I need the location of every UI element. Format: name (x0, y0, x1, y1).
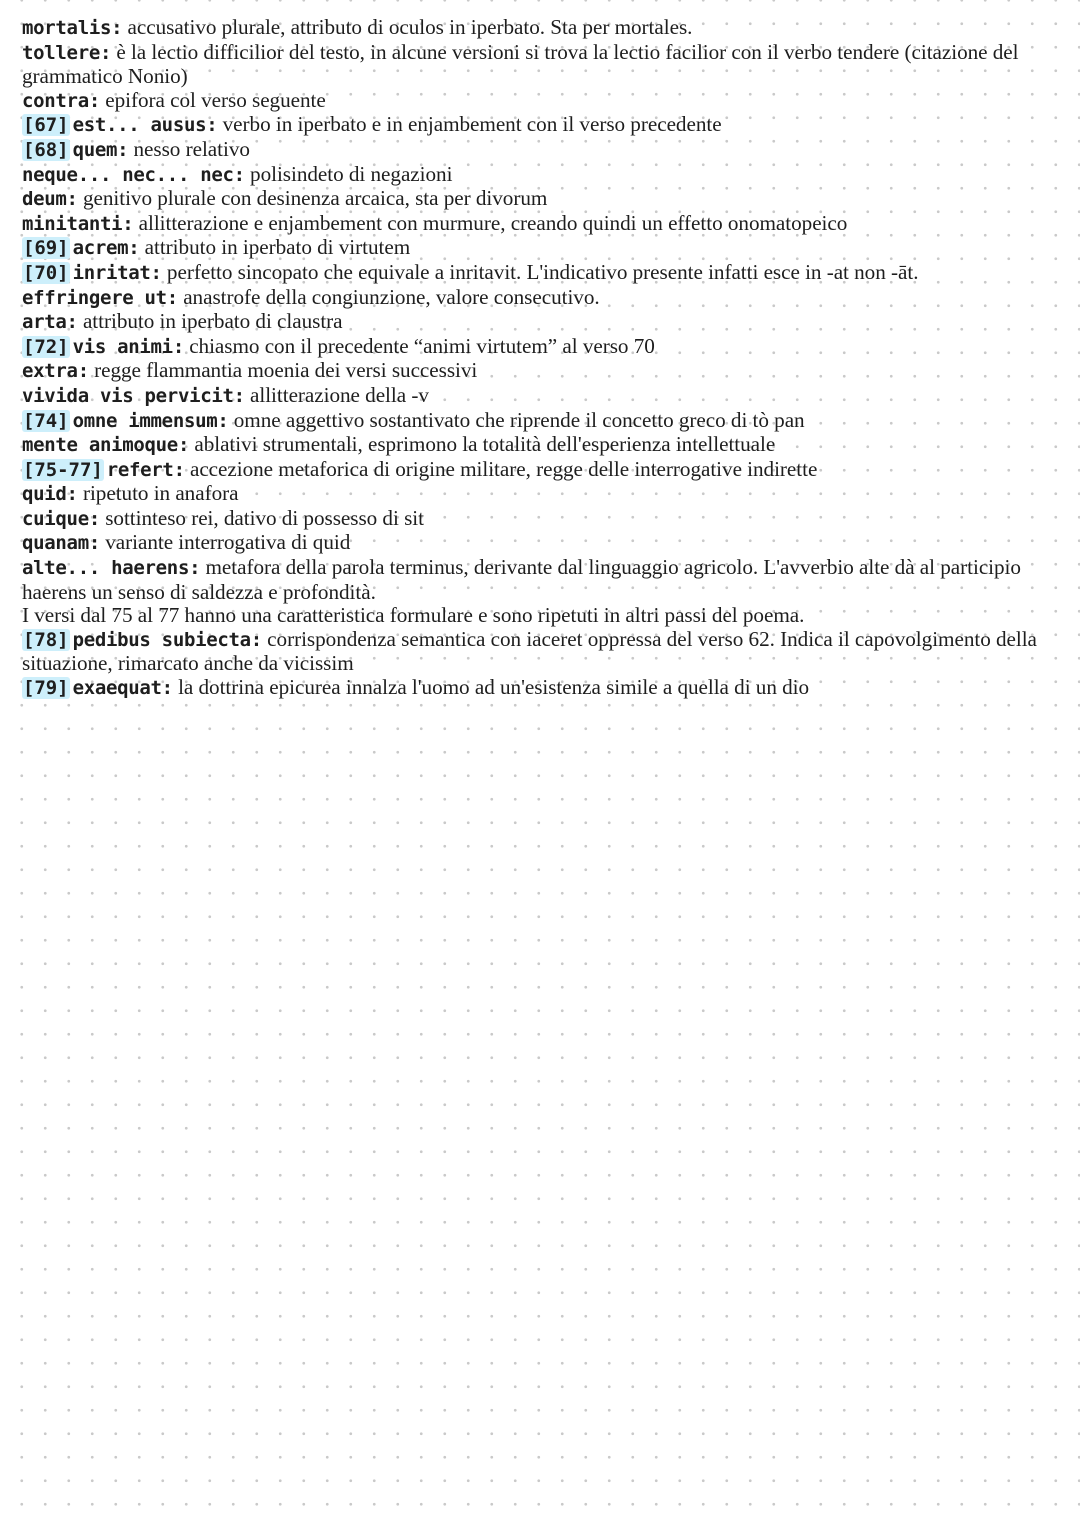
note-text: ripetuto in anafora (77, 481, 239, 506)
note-text: verbo in iperbato e in enjambement con il verso precedente (217, 112, 722, 137)
note-text: attributo in iperbato di claustra (77, 309, 343, 334)
note-line (22, 138, 1072, 163)
note-text: allitterazione della -v (244, 382, 429, 407)
note-term: cuique: (22, 507, 100, 530)
note-line (22, 676, 1072, 701)
note-term: quanam: (22, 532, 100, 555)
note-line (22, 310, 1072, 335)
verse-reference: [75-77] (23, 458, 103, 481)
note-term: est... ausus: (72, 114, 218, 137)
verse-reference: [79] (23, 677, 69, 700)
verse-reference: [70] (23, 261, 69, 284)
note-line (22, 359, 1072, 384)
note-text: nesso relativo (128, 136, 250, 161)
note-term: extra: (22, 360, 89, 383)
verse-reference: [68] (23, 138, 69, 161)
note-term: arta: (22, 311, 78, 334)
note-term: quid: (22, 483, 78, 506)
note-term: refert: (106, 458, 185, 481)
note-line (22, 409, 1072, 434)
verse-reference: [74] (23, 409, 69, 432)
note-line (22, 261, 1072, 286)
note-term: vis animi: (72, 335, 184, 358)
note-text: corrispondenza semantica con iaceret oppressa del verso 62. Indica il capovolgimento della situazione, rimarcato anche da vicissim (22, 626, 1037, 676)
note-line (22, 286, 1072, 311)
note-line (22, 163, 1072, 188)
note-line (22, 187, 1072, 212)
note-line (22, 89, 1072, 114)
note-text: è la lectio difficilior del testo, in alcune versioni si trova la lectio facilior con il verbo tendere (citazione del grammatico Nonio) (22, 39, 1019, 89)
note-text: polisindeto di negazioni (244, 161, 453, 186)
note-term: omne immensum: (72, 409, 229, 432)
note-text: la dottrina epicurea innalza l'uomo ad un'esistenza simile a quella di un dio (172, 675, 810, 700)
note-term: neque... nec... nec: (22, 163, 245, 186)
note-line (22, 16, 1072, 41)
note-term: inritat: (72, 261, 162, 284)
note-term: exaequat: (72, 677, 173, 700)
note-term: tollere: (22, 41, 112, 64)
note-text: attributo in iperbato di virtutem (139, 235, 411, 260)
note-text: anastrofe della congiunzione, valore consecutivo. (177, 284, 600, 309)
note-line (22, 531, 1072, 556)
note-line (22, 433, 1072, 458)
note-text: allitterazione e enjambement con murmure, creando quindi un effetto onomatopeico (133, 210, 848, 235)
note-text: I versi dal 75 al 77 hanno una caratteristica formulare e sono ripetuti in altri passi del poema. (22, 603, 805, 628)
note-line (22, 604, 1072, 628)
note-text: ablativi strumentali, esprimono la totalità dell'esperienza intellettuale (189, 432, 776, 457)
note-line (22, 335, 1072, 360)
note-term: pedibus subiecta: (72, 628, 262, 651)
note-text: accezione metaforica di origine militare, regge delle interrogative indirette (184, 456, 818, 481)
note-line (22, 236, 1072, 261)
note-line (22, 556, 1072, 604)
note-line (22, 384, 1072, 409)
note-line (22, 507, 1072, 532)
note-term: deum: (22, 188, 78, 211)
note-term: quem: (72, 138, 129, 161)
note-text: sottinteso rei, dativo di possesso di sit (99, 505, 424, 530)
note-text: genitivo plurale con desinenza arcaica, sta per divorum (77, 186, 548, 211)
note-term: alte... haerens: (22, 557, 201, 580)
note-term: mente animoque: (22, 434, 190, 457)
note-line (22, 113, 1072, 138)
note-text: epifora col verso seguente (99, 87, 326, 112)
note-term: mortalis: (22, 17, 123, 39)
note-line (22, 458, 1072, 483)
note-line (22, 628, 1072, 676)
verse-reference: [78] (23, 628, 69, 651)
note-text: metafora della parola terminus, derivante dal linguaggio agricolo. L'avverbio alte dà al participio haerens un senso di saldezza e profondità. (22, 555, 1021, 604)
note-line (22, 212, 1072, 237)
note-text: accusativo plurale, attributo di oculos in iperbato. Sta per mortales. (122, 15, 693, 39)
note-term: minitanti: (22, 212, 134, 235)
note-text: variante interrogativa di quid (99, 530, 351, 555)
note-text: omne aggettivo sostantivato che riprende il concetto greco di tò pan (228, 407, 805, 432)
verse-reference: [67] (23, 114, 69, 137)
verse-reference: [72] (23, 335, 69, 358)
note-text: perfetto sincopato che equivale a inritavit. L'indicativo presente infatti esce in -at non -āt. (161, 259, 919, 284)
note-term: contra: (22, 89, 100, 112)
note-term: effringere ut: (22, 286, 178, 309)
notes-page (22, 16, 1072, 701)
note-term: acrem: (72, 237, 140, 260)
note-line (22, 482, 1072, 507)
note-term: vivida vis pervicit: (22, 384, 245, 407)
note-line (22, 41, 1072, 89)
verse-reference: [69] (23, 237, 69, 260)
note-text: chiasmo con il precedente “animi virtutem” al verso 70 (183, 333, 655, 358)
note-text: regge flammantia moenia dei versi successivi (88, 358, 478, 383)
